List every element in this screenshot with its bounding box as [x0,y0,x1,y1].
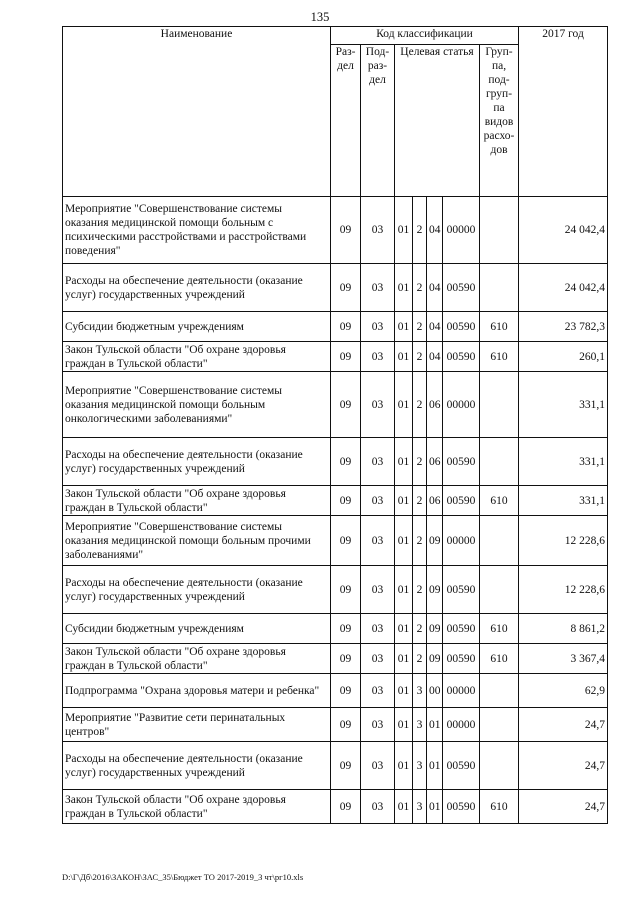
row-expense-group: 610 [480,790,519,824]
row-target-direction: 00000 [443,197,480,264]
row-podrazdel: 03 [361,614,395,644]
row-expense-group [480,372,519,438]
header-target: Целевая статья [395,45,480,197]
table-row [63,790,608,824]
row-target-subprogram: 2 [413,516,427,566]
row-target-subprogram: 2 [413,486,427,516]
row-podrazdel: 03 [361,644,395,674]
row-target-program: 01 [395,708,413,742]
row-amount: 3 367,4 [519,644,608,674]
row-razdel: 09 [331,342,361,372]
row-amount: 260,1 [519,342,608,372]
row-razdel: 09 [331,644,361,674]
row-name: Расходы на обеспечение деятельности (оказание услуг) государственных учреждений [63,566,331,614]
row-target-subprogram: 3 [413,674,427,708]
row-target-subprogram: 3 [413,742,427,790]
row-target-program: 01 [395,742,413,790]
row-target-program: 01 [395,342,413,372]
row-expense-group: 610 [480,312,519,342]
row-razdel: 09 [331,790,361,824]
header-razdel: Раз- дел [331,45,361,197]
table-body [63,197,608,824]
row-target-measure: 04 [427,342,443,372]
row-target-subprogram: 2 [413,372,427,438]
row-target-measure: 04 [427,312,443,342]
row-podrazdel: 03 [361,742,395,790]
row-amount: 331,1 [519,486,608,516]
row-expense-group [480,264,519,312]
row-target-measure: 04 [427,264,443,312]
row-name: Закон Тульской области "Об охране здоровья граждан в Тульской области" [63,790,331,824]
row-amount: 331,1 [519,372,608,438]
row-target-direction: 00590 [443,438,480,486]
row-target-subprogram: 2 [413,197,427,264]
row-amount: 24,7 [519,742,608,790]
row-razdel: 09 [331,614,361,644]
row-target-program: 01 [395,516,413,566]
row-podrazdel: 03 [361,486,395,516]
row-target-direction: 00590 [443,342,480,372]
row-target-direction: 00590 [443,566,480,614]
row-target-subprogram: 2 [413,566,427,614]
table-row [63,264,608,312]
row-target-measure: 00 [427,674,443,708]
row-razdel: 09 [331,742,361,790]
row-podrazdel: 03 [361,566,395,614]
row-target-subprogram: 2 [413,264,427,312]
row-expense-group: 610 [480,644,519,674]
table-row [63,486,608,516]
table-row [63,566,608,614]
row-target-measure: 01 [427,708,443,742]
row-name: Закон Тульской области "Об охране здоровья граждан в Тульской области" [63,342,331,372]
row-amount: 8 861,2 [519,614,608,644]
row-name: Расходы на обеспечение деятельности (оказание услуг) государственных учреждений [63,264,331,312]
row-razdel: 09 [331,197,361,264]
file-path-footer: D:\Г\Дб\2016\ЗАКОН\ЗАС_35\Бюджет ТО 2017-2019_3 чт\рг10.xls [62,872,304,882]
row-amount: 24 042,4 [519,197,608,264]
row-target-measure: 09 [427,566,443,614]
row-amount: 23 782,3 [519,312,608,342]
row-name: Мероприятие "Развитие сети перинатальных центров" [63,708,331,742]
budget-table [62,26,608,824]
row-podrazdel: 03 [361,264,395,312]
row-target-subprogram: 2 [413,614,427,644]
table-row [63,516,608,566]
row-podrazdel: 03 [361,516,395,566]
row-podrazdel: 03 [361,342,395,372]
table-row [63,197,608,264]
row-target-direction: 00000 [443,708,480,742]
row-razdel: 09 [331,372,361,438]
row-target-program: 01 [395,312,413,342]
row-target-direction: 00590 [443,644,480,674]
row-expense-group: 610 [480,486,519,516]
row-amount: 24,7 [519,708,608,742]
row-podrazdel: 03 [361,438,395,486]
row-target-subprogram: 3 [413,790,427,824]
table-row [63,312,608,342]
row-target-program: 01 [395,614,413,644]
row-expense-group [480,566,519,614]
row-name: Подпрограмма "Охрана здоровья матери и ребенка" [63,674,331,708]
row-expense-group [480,708,519,742]
row-target-program: 01 [395,674,413,708]
row-target-subprogram: 2 [413,438,427,486]
row-target-program: 01 [395,790,413,824]
row-target-direction: 00590 [443,790,480,824]
row-name: Расходы на обеспечение деятельности (оказание услуг) государственных учреждений [63,742,331,790]
row-razdel: 09 [331,674,361,708]
row-target-measure: 09 [427,614,443,644]
row-target-direction: 00590 [443,486,480,516]
row-expense-group: 610 [480,614,519,644]
row-razdel: 09 [331,516,361,566]
header-name: Наименование [63,27,331,197]
table-header [63,27,608,197]
row-target-measure: 01 [427,742,443,790]
row-podrazdel: 03 [361,674,395,708]
table-row [63,372,608,438]
page-number: 135 [310,10,330,24]
row-podrazdel: 03 [361,708,395,742]
row-target-direction: 00000 [443,674,480,708]
table-row [63,742,608,790]
row-target-subprogram: 2 [413,342,427,372]
row-target-direction: 00000 [443,516,480,566]
table-row [63,342,608,372]
row-razdel: 09 [331,566,361,614]
row-target-subprogram: 2 [413,312,427,342]
row-razdel: 09 [331,438,361,486]
header-year: 2017 год [519,27,608,197]
row-expense-group [480,674,519,708]
table-row [63,708,608,742]
row-name: Расходы на обеспечение деятельности (оказание услуг) государственных учреждений [63,438,331,486]
row-target-measure: 04 [427,197,443,264]
row-target-measure: 06 [427,372,443,438]
row-name: Закон Тульской области "Об охране здоровья граждан в Тульской области" [63,644,331,674]
row-name: Мероприятие "Совершенствование системы оказания медицинской помощи больным онкологическими заболеваниями" [63,372,331,438]
row-expense-group [480,516,519,566]
table-row [63,614,608,644]
row-target-direction: 00590 [443,312,480,342]
row-amount: 24,7 [519,790,608,824]
row-target-program: 01 [395,644,413,674]
row-target-subprogram: 2 [413,644,427,674]
row-razdel: 09 [331,708,361,742]
row-target-program: 01 [395,566,413,614]
row-podrazdel: 03 [361,790,395,824]
header-classification: Код классификации [331,27,519,45]
header-podrazdel: Под- раз- дел [361,45,395,197]
row-podrazdel: 03 [361,372,395,438]
row-razdel: 09 [331,312,361,342]
row-expense-group [480,197,519,264]
row-podrazdel: 03 [361,312,395,342]
row-amount: 12 228,6 [519,566,608,614]
row-amount: 12 228,6 [519,516,608,566]
row-podrazdel: 03 [361,197,395,264]
row-target-measure: 06 [427,438,443,486]
row-razdel: 09 [331,486,361,516]
row-target-direction: 00590 [443,614,480,644]
row-target-program: 01 [395,438,413,486]
row-target-measure: 09 [427,644,443,674]
row-target-program: 01 [395,372,413,438]
row-expense-group: 610 [480,342,519,372]
row-target-measure: 01 [427,790,443,824]
row-target-direction: 00000 [443,372,480,438]
row-target-program: 01 [395,197,413,264]
row-target-measure: 06 [427,486,443,516]
row-target-direction: 00590 [443,264,480,312]
row-amount: 24 042,4 [519,264,608,312]
row-amount: 62,9 [519,674,608,708]
header-group: Груп- па, под- груп- па видов расхо- дов [480,45,519,197]
row-amount: 331,1 [519,438,608,486]
row-razdel: 09 [331,264,361,312]
row-name: Мероприятие "Совершенствование системы оказания медицинской помощи больным с психическими расстройствами и расстройствами поведения" [63,197,331,264]
row-name: Субсидии бюджетным учреждениям [63,614,331,644]
row-name: Субсидии бюджетным учреждениям [63,312,331,342]
row-target-subprogram: 3 [413,708,427,742]
table-row [63,438,608,486]
table-row [63,674,608,708]
row-target-direction: 00590 [443,742,480,790]
row-expense-group [480,742,519,790]
table-row [63,644,608,674]
row-target-measure: 09 [427,516,443,566]
row-expense-group [480,438,519,486]
row-target-program: 01 [395,486,413,516]
row-target-program: 01 [395,264,413,312]
row-name: Закон Тульской области "Об охране здоровья граждан в Тульской области" [63,486,331,516]
row-name: Мероприятие "Совершенствование системы оказания медицинской помощи больным прочими заболеваниями" [63,516,331,566]
